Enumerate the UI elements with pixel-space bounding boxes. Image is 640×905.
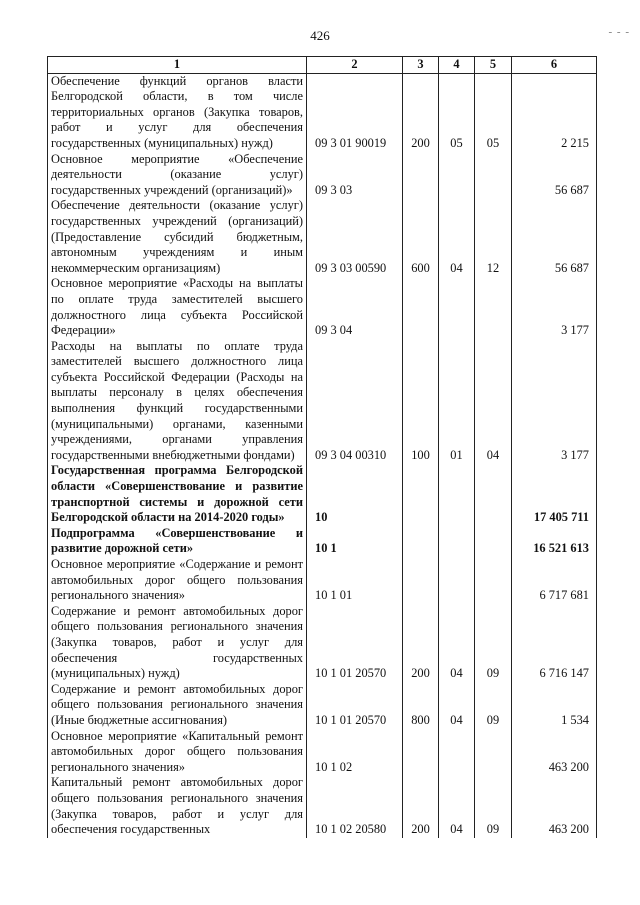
row-code: 09 3 04 00310: [307, 339, 403, 464]
table-row: [48, 339, 597, 464]
row-amount: 3 177: [512, 276, 597, 338]
row-section: 04: [439, 198, 475, 276]
row-code: 10 1: [307, 526, 403, 557]
column-header-2: 2: [307, 57, 403, 74]
row-subsection: [475, 526, 512, 557]
row-section: [439, 526, 475, 557]
row-subsection: [475, 152, 512, 199]
row-subsection: 09: [475, 775, 512, 837]
row-amount: 3 177: [512, 339, 597, 464]
row-expense-type: 800: [403, 682, 439, 729]
table-row: [48, 198, 597, 276]
row-subsection: [475, 557, 512, 604]
row-section: [439, 557, 475, 604]
table-row: [48, 73, 597, 151]
row-amount: 463 200: [512, 775, 597, 837]
row-name: Расходы на выплаты по оплате труда заместителей высшего должностного лица субъекта Российской Федерации (Расходы на выплаты персоналу в целях обеспечения выполнения функций государственными (муниципальными) органами, казенными учреждениями, органами управления государственными внебюджетными фондами): [48, 339, 307, 464]
row-name: Основное мероприятие «Содержание и ремонт автомобильных дорог общего пользования регионального значения»: [48, 557, 307, 604]
row-expense-type: 600: [403, 198, 439, 276]
row-expense-type: [403, 526, 439, 557]
table-row: [48, 604, 597, 682]
row-section: [439, 276, 475, 338]
table-row: [48, 682, 597, 729]
row-expense-type: [403, 729, 439, 776]
row-section: [439, 463, 475, 525]
row-expense-type: [403, 276, 439, 338]
row-code: 10 1 01: [307, 557, 403, 604]
row-code: 09 3 03 00590: [307, 198, 403, 276]
row-code: 09 3 04: [307, 276, 403, 338]
row-name: Подпрограмма «Совершенствование и развитие дорожной сети»: [48, 526, 307, 557]
row-amount: 463 200: [512, 729, 597, 776]
row-expense-type: 200: [403, 604, 439, 682]
row-code: 10 1 01 20570: [307, 682, 403, 729]
row-amount: 1 534: [512, 682, 597, 729]
row-expense-type: 200: [403, 73, 439, 151]
budget-table: [47, 56, 597, 838]
row-name: Государственная программа Белгородской области «Совершенствование и развитие транспортной системы и дорожной сети Белгородской области на 2014-2020 годы»: [48, 463, 307, 525]
table-row: [48, 152, 597, 199]
row-subsection: [475, 729, 512, 776]
row-expense-type: [403, 152, 439, 199]
row-code: 09 3 01 90019: [307, 73, 403, 151]
row-name: Содержание и ремонт автомобильных дорог общего пользования регионального значения (Закупка товаров, работ и услуг для обеспечения государственных (муниципальных) нужд): [48, 604, 307, 682]
row-section: 05: [439, 73, 475, 151]
row-amount: 6 717 681: [512, 557, 597, 604]
table-row: [48, 557, 597, 604]
row-amount: 17 405 711: [512, 463, 597, 525]
column-header-4: 4: [439, 57, 475, 74]
row-section: 04: [439, 604, 475, 682]
row-name: Основное мероприятие «Капитальный ремонт автомобильных дорог общего пользования регионального значения»: [48, 729, 307, 776]
page-number: 426: [310, 28, 330, 43]
row-subsection: [475, 463, 512, 525]
table-row: [48, 775, 597, 837]
corner-mark: - - -: [608, 26, 630, 38]
row-subsection: 12: [475, 198, 512, 276]
row-code: 09 3 03: [307, 152, 403, 199]
row-subsection: 04: [475, 339, 512, 464]
row-name: Обеспечение функций органов власти Белгородской области, в том числе территориальных органов (Закупка товаров, работ и услуг для обеспечения государственных (муниципальных) нужд): [48, 73, 307, 151]
row-name: Основное мероприятие «Обеспечение деятельности (оказание услуг) государственных учреждений (организаций)»: [48, 152, 307, 199]
row-section: 04: [439, 682, 475, 729]
row-expense-type: [403, 463, 439, 525]
row-code: 10: [307, 463, 403, 525]
row-name: Капитальный ремонт автомобильных дорог общего пользования регионального значения (Закупка товаров, работ и услуг для обеспечения государственных: [48, 775, 307, 837]
row-name: Основное мероприятие «Расходы на выплаты по оплате труда заместителей высшего должностного лица субъекта Российской Федерации»: [48, 276, 307, 338]
row-amount: 56 687: [512, 152, 597, 199]
table-row: [48, 463, 597, 525]
row-amount: 16 521 613: [512, 526, 597, 557]
table-row: [48, 276, 597, 338]
header-row: [48, 57, 597, 74]
row-name: Обеспечение деятельности (оказание услуг) государственных учреждений (организаций) (Предоставление субсидий бюджетным, автономным учреждениям и иным некоммерческим организациям): [48, 198, 307, 276]
row-section: 04: [439, 775, 475, 837]
row-amount: 6 716 147: [512, 604, 597, 682]
row-name: Содержание и ремонт автомобильных дорог общего пользования регионального значения (Иные бюджетные ассигнования): [48, 682, 307, 729]
row-amount: 56 687: [512, 198, 597, 276]
column-header-3: 3: [403, 57, 439, 74]
row-subsection: 05: [475, 73, 512, 151]
row-amount: 2 215: [512, 73, 597, 151]
row-section: [439, 152, 475, 199]
table-body: [48, 73, 597, 838]
row-section: 01: [439, 339, 475, 464]
table-row: [48, 729, 597, 776]
row-section: [439, 729, 475, 776]
table-row: [48, 526, 597, 557]
row-code: 10 1 02 20580: [307, 775, 403, 837]
row-subsection: 09: [475, 682, 512, 729]
row-expense-type: 200: [403, 775, 439, 837]
row-code: 10 1 01 20570: [307, 604, 403, 682]
row-expense-type: [403, 557, 439, 604]
column-header-1: 1: [48, 57, 307, 74]
row-code: 10 1 02: [307, 729, 403, 776]
column-header-5: 5: [475, 57, 512, 74]
row-expense-type: 100: [403, 339, 439, 464]
column-header-6: 6: [512, 57, 597, 74]
row-subsection: 09: [475, 604, 512, 682]
row-subsection: [475, 276, 512, 338]
